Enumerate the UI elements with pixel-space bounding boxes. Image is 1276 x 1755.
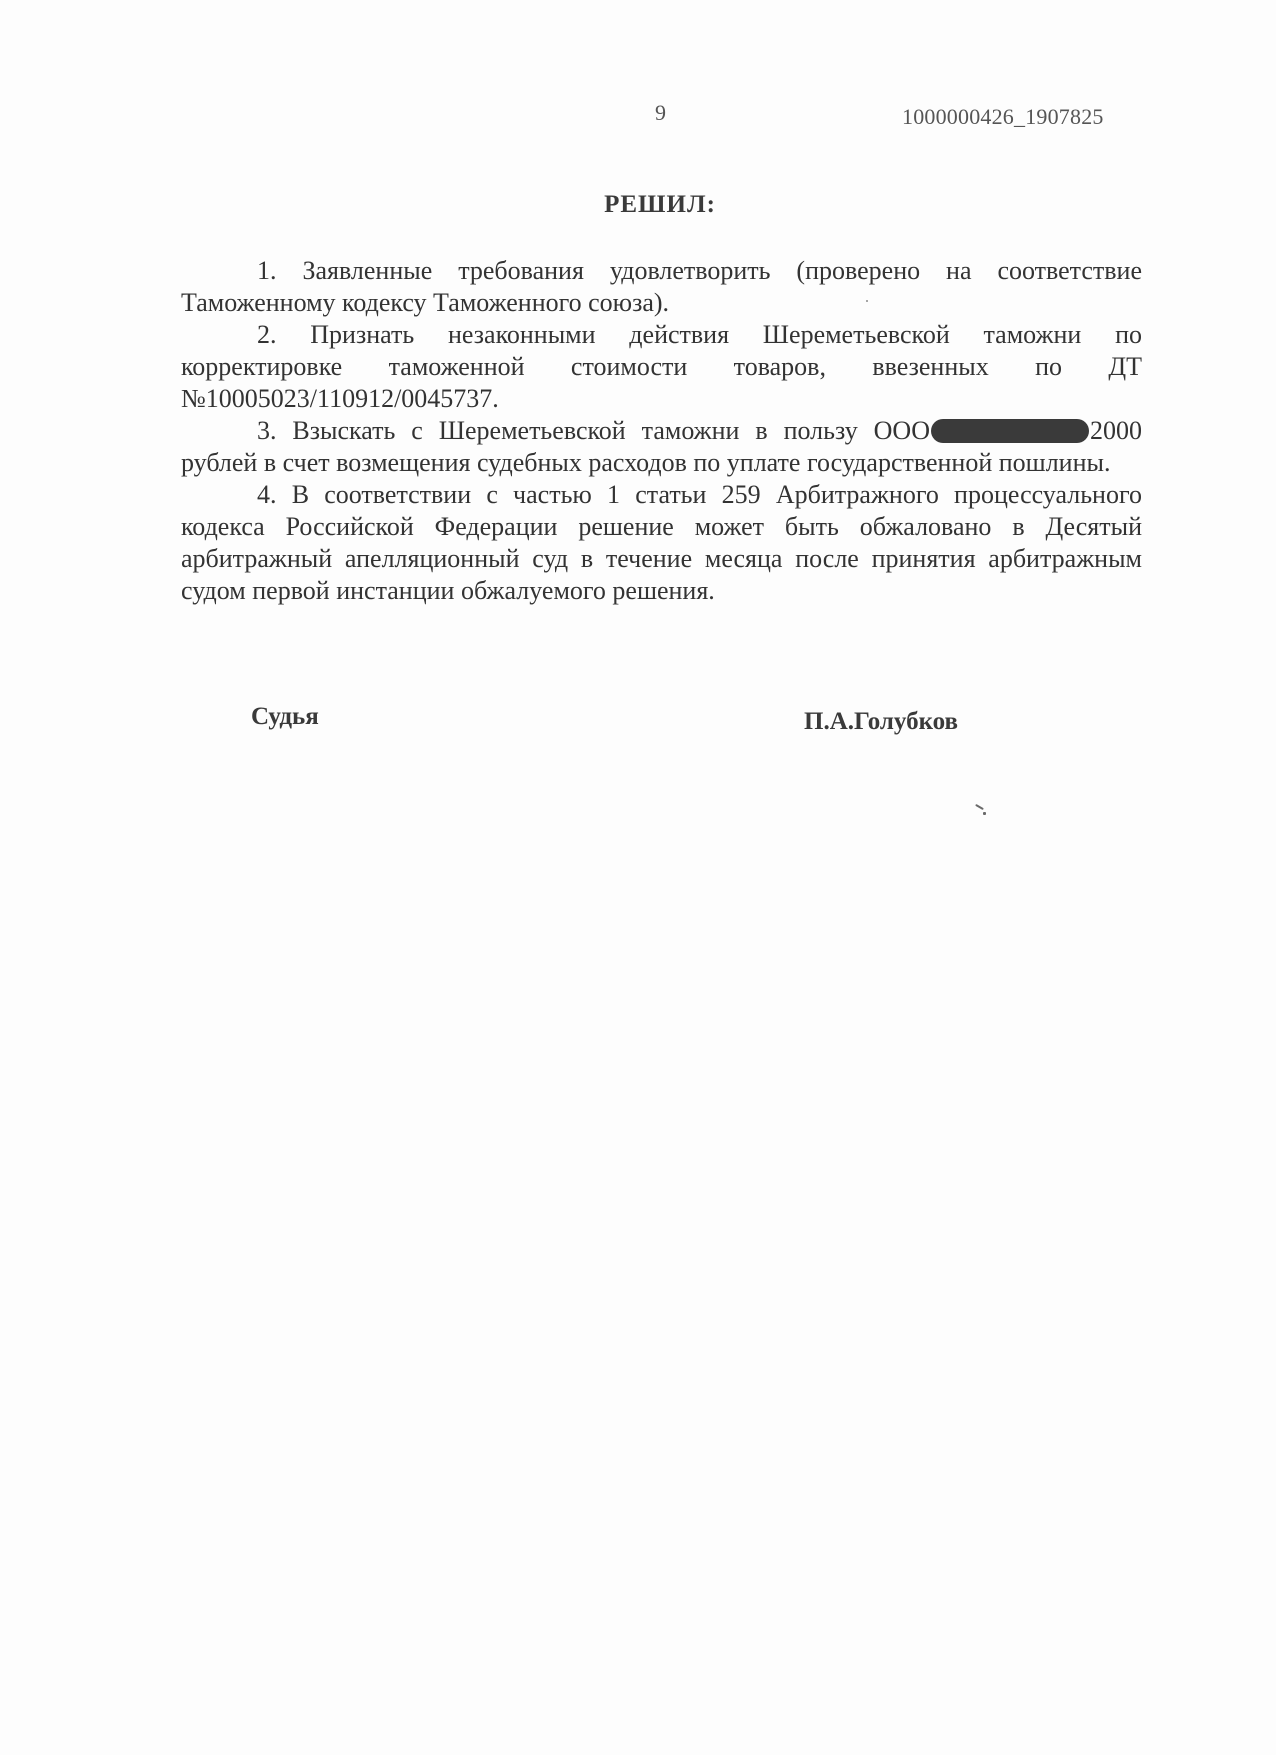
scan-speck	[983, 812, 986, 815]
document-id: 1000000426_1907825	[902, 104, 1104, 129]
decision-item-4: 4. В соответствии с частью 1 статьи 259 Арбитражного процессуального кодекса Российской Федерации решение может быть обжаловано в Десятый арбитражный апелляционный суд в течение месяца после принятия арбитражным судом первой инстанции обжалуемого решения.	[181, 480, 1142, 605]
decision-item-3-start: 3. Взыскать с Шереметьевской таможни в пользу ООО	[257, 416, 930, 445]
decision-item-1: 1. Заявленные требования удовлетворить (проверено на соответствие Таможенному кодексу Таможенного союза).	[181, 256, 1142, 317]
page-number: 9	[655, 100, 666, 125]
decision-item-3	[181, 415, 1142, 479]
judge-name: П.А.Голубков	[804, 708, 959, 735]
scan-speck	[975, 804, 984, 810]
decision-heading: РЕШИЛ:	[604, 191, 716, 218]
scan-speck	[866, 300, 868, 302]
decision-body	[181, 255, 1142, 607]
decision-item-3-end: 2000 рублей в счет возмещения судебных расходов по уплате государственной пошлины.	[181, 416, 1142, 477]
redacted-company-name	[931, 419, 1089, 443]
decision-item-2: 2. Признать незаконными действия Шереметьевской таможни по корректировке таможенной стоимости товаров, ввезенных по ДТ №10005023/110912/0045737.	[181, 320, 1142, 413]
judge-label: Судья	[251, 703, 319, 730]
